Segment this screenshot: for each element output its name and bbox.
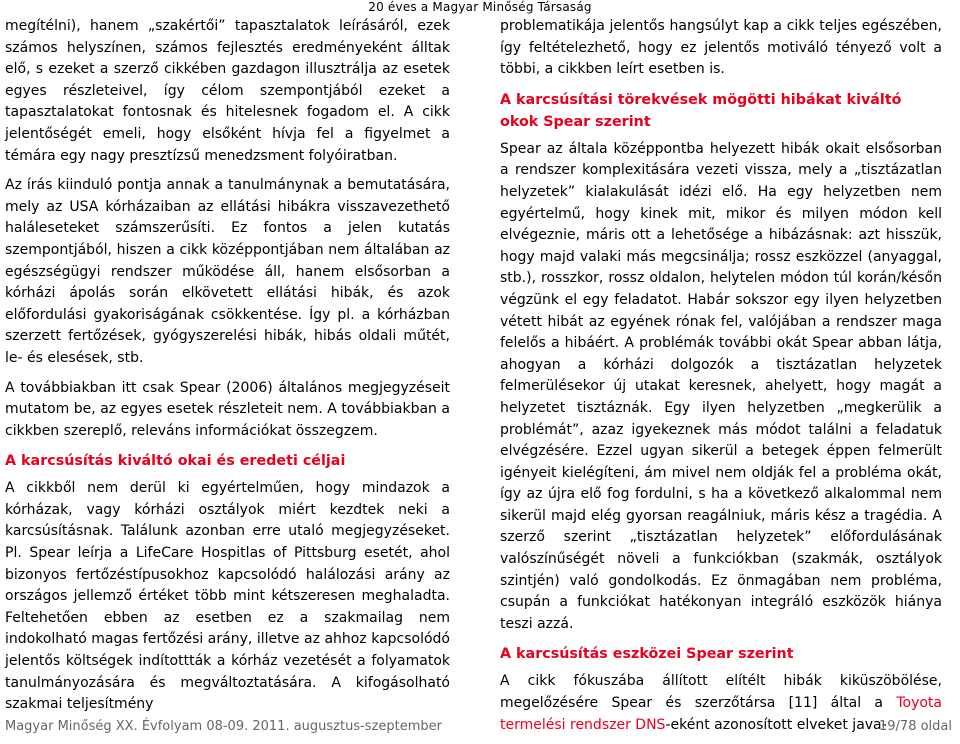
section-heading: A karcsúsítás eszközei Spear szerint — [500, 646, 794, 663]
page-header: 20 éves a Magyar Minőség Társaság — [368, 0, 592, 14]
page-footer — [0, 717, 960, 737]
paragraph: A cikkből nem derül ki egyértelműen, hogy mindazok a kórházak, vagy kórházi osztályok miért kezdtek neki a karcsúsításnak. Találunk azonban erre utaló megjegyzéseket. Pl. Spear leírja a LifeCare Hospitlas of Pittsburg esetét, ahol bizonyos fertőzéstípusokhoz kapcsolódó halálozási arány az országos jellemző értéket több mint kétszeresen meghaladta. Feltehetően ebben az esetben ez a szakmailag nem indokolható magas fertőzési arány, illetve az ahhoz kapcsolódó jelentős költségek indítottták a kórház vezetését a folyamatok tanulmányozására és megváltoztatására. A kifogásolható szakmai teljesítmény — [5, 480, 450, 713]
right-column — [500, 16, 942, 744]
paragraph-text: -eként azonosított elveket java- — [665, 716, 887, 733]
paragraph: A továbbiakban itt csak Spear (2006) általános megjegyzéseit mutatom be, az egyes esetek részleteit nem. A továbbiakban a cikkben szereplő, releváns információkat összegzem. — [5, 379, 450, 439]
paragraph: problematikája jelentős hangsúlyt kap a cikk teljes egészében, így feltételezhető, hogy ez jelentős motiváló tényező volt a többi, a cikkben leírt esetben is. — [500, 18, 942, 78]
section-heading: A karcsúsítás kiváltó okai és eredeti céljai — [5, 453, 346, 470]
paragraph-text: A cikk fókuszába állított elítélt hibák kiküszöbölése, megelőzésére Spear és szerzőtársa [11] által a — [500, 673, 942, 712]
journal-info: Magyar Minőség XX. Évfolyam 08-09. 2011. augusztus-szeptember — [5, 719, 443, 734]
paragraph: megítélni), hanem „szakértői” tapasztalatok leírásáról, ezek számos helyszínen, számos fejlesztés eredményeként álltak elő, s ezeket a szerző cikkében gazdagon illusztrálja az esetek egyes részleteivel, így célom szempontjából ezeket a tapasztalatokat fontosnak és hitelesnek fogadom el. A cikk jelentőségét emeli, hogy elsőként hívja fel a figyelmet a témára egy nagy presztízsű menedzsment folyóiratban. — [5, 18, 450, 164]
section-heading: A karcsúsítási törekvések mögötti hibákat kiváltó okok Spear szerint — [500, 91, 902, 130]
highlighted-text: Toyota termelési rendszer DNS — [500, 695, 942, 733]
page-number: 19/78 oldal — [879, 719, 952, 734]
paragraph: Spear az általa középpontba helyezett hibák okait elsősorban a rendszer komplexitására vezeti vissza, mely a „tisztázatlan helyzetek” kialakulását idézi elő. Ha egy helyzetben nem egyértelmű, hogy kinek mit, mikor és milyen módon kell elvégeznie, máris ott a lehetősége a hibázásnak: azt hisszük, hogy majd valaki más megcsinálja; rossz eszközzel (anyaggal, stb.), rosszkor, rossz oldalon, helytelen módon túl korán/későn végzünk el egy feladatot. Habár sokszor egy ilyen helyzetben vétett hibát az egyének rónak fel, valójában a rendszer maga felelős a hibáért. A problémák további okát Spear abban látja, ahogyan a kórházi dolgozók a tisztázatlan helyzetek felmerülésekor új utakat keresnek, ahelyett, hogy magát a helyzetet tisztáznák. Egy ilyen helyzetben „megkerülik a problémát”, azaz igyekeznek más módot találni a feladatuk elvégzésére. Ezzel ugyan sikerül a betegek éppen felmerült igényeit kielégíteni, ám mivel nem oldják fel a probléma okát, így az újra elő fog fordulni, s ha a következő alkalommal nem sikerül majd elég gyorsan reagálniuk, máris kész a tragédia. A szerző szerint „tisztázatlan helyzetek” előfordulásának valószínűségét növeli a funkciókban (szakmák, osztályok szintjén) való gondolkodás. Ez önmagában nem probléma, csupán a funkciókat hatékonyan integráló eszközök hiánya teszi azzá. — [500, 140, 942, 632]
left-column — [5, 16, 450, 724]
paragraph: Az írás kiinduló pontja annak a tanulmánynak a bemutatására, mely az USA kórházaiban az ellátási hibákra visszavezethető haláleseteket számszerűsíti. Ez fontos a jelen kutatás szempontjából, hiszen a cikk középpontjában nem általában az egészségügyi rendszer működése áll, hanem elsősorban a kórházi ápolás során elkövetett ellátási hibák, és azok előfordulási gyakoriságának csökkentése. Így pl. a kórházban szerzett fertőzések, gyógyszerelési hibák, hibás oldali műtét, le- és elesések, stb. — [5, 177, 450, 366]
